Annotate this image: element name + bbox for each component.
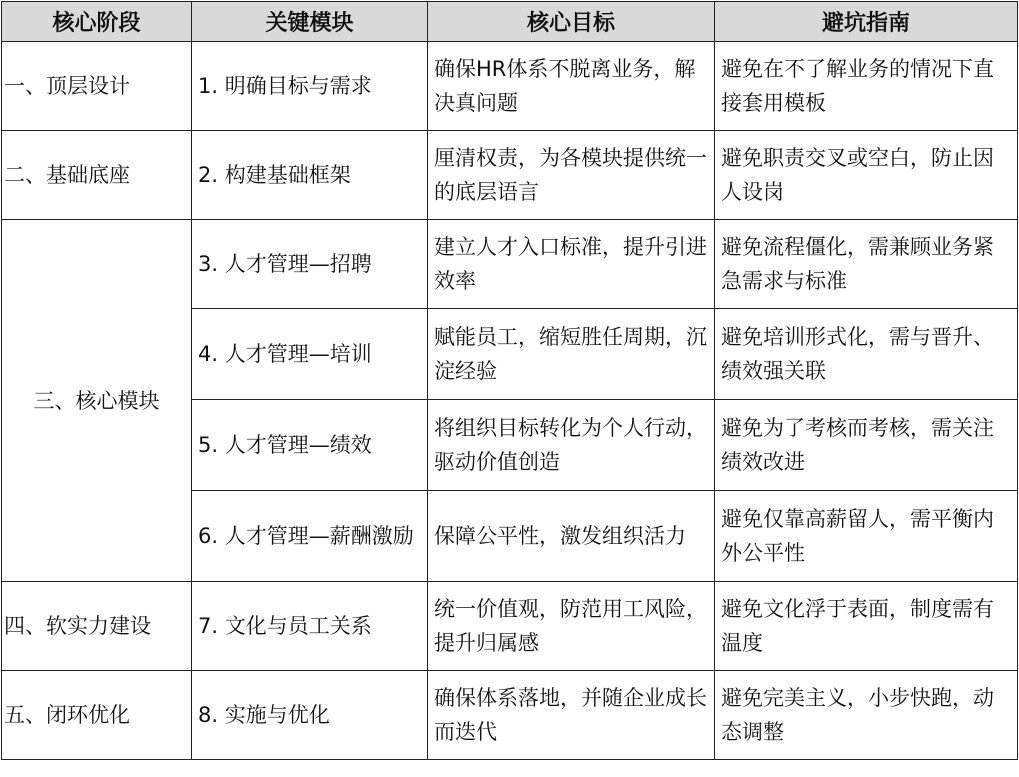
stage-cell: 二、基础底座: [2, 131, 192, 220]
guide-cell: 避免为了考核而考核，需关注绩效改进: [715, 400, 1018, 491]
stage-cell: 三、核心模块: [2, 220, 192, 582]
goal-cell: 统一价值观，防范用工风险，提升归属感: [428, 582, 715, 671]
guide-cell: 避免文化浮于表面，制度需有温度: [715, 582, 1018, 671]
goal-cell: 确保HR体系不脱离业务，解决真问题: [428, 42, 715, 131]
module-cell: 2. 构建基础框架: [192, 131, 428, 220]
stage-cell: 一、顶层设计: [2, 42, 192, 131]
module-cell: 6. 人才管理—薪酬激励: [192, 491, 428, 582]
goal-cell: 厘清权责，为各模块提供统一的底层语言: [428, 131, 715, 220]
table-row: [2, 42, 1018, 131]
header-module: 关键模块: [192, 2, 428, 42]
stage-cell: 五、闭环优化: [2, 671, 192, 760]
goal-cell: 确保体系落地，并随企业成长而迭代: [428, 671, 715, 760]
header-guide: 避坑指南: [715, 2, 1018, 42]
table-header-row: [2, 2, 1018, 42]
goal-cell: 赋能员工，缩短胜任周期，沉淀经验: [428, 309, 715, 400]
goal-cell: 保障公平性，激发组织活力: [428, 491, 715, 582]
table-row: [2, 131, 1018, 220]
guide-cell: 避免流程僵化，需兼顾业务紧急需求与标准: [715, 220, 1018, 309]
goal-cell: 建立人才入口标准，提升引进效率: [428, 220, 715, 309]
module-cell: 1. 明确目标与需求: [192, 42, 428, 131]
module-cell: 8. 实施与优化: [192, 671, 428, 760]
guide-cell: 避免在不了解业务的情况下直接套用模板: [715, 42, 1018, 131]
guide-cell: 避免职责交叉或空白，防止因人设岗: [715, 131, 1018, 220]
module-cell: 3. 人才管理—招聘: [192, 220, 428, 309]
guide-cell: 避免仅靠高薪留人，需平衡内外公平性: [715, 491, 1018, 582]
table-row: [2, 671, 1018, 760]
goal-cell: 将组织目标转化为个人行动，驱动价值创造: [428, 400, 715, 491]
module-cell: 4. 人才管理—培训: [192, 309, 428, 400]
module-cell: 7. 文化与员工关系: [192, 582, 428, 671]
module-cell: 5. 人才管理—绩效: [192, 400, 428, 491]
hr-system-table: [1, 1, 1018, 760]
table-row: [2, 220, 1018, 309]
header-stage: 核心阶段: [2, 2, 192, 42]
guide-cell: 避免培训形式化，需与晋升、绩效强关联: [715, 309, 1018, 400]
guide-cell: 避免完美主义，小步快跑，动态调整: [715, 671, 1018, 760]
table-row: [2, 582, 1018, 671]
stage-cell: 四、软实力建设: [2, 582, 192, 671]
header-goal: 核心目标: [428, 2, 715, 42]
